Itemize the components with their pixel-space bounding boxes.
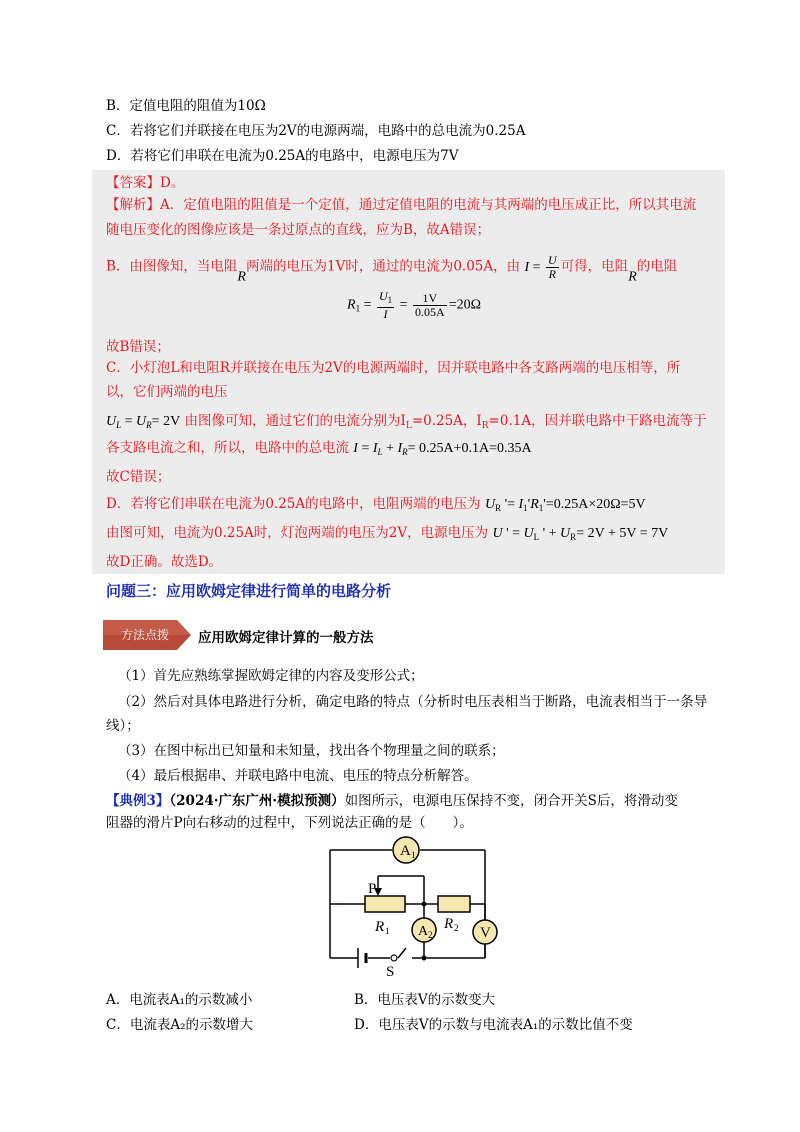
option-a-bottom: A．电流表A₁的示数减小: [106, 992, 253, 1008]
switch-icon: [391, 955, 397, 961]
analysis-c-line-4: 各支路电流之和，所以，电路中的总电流 $I = I_L + I_R= 0.25A+0.1A=0.35A$: [106, 440, 532, 457]
d-conclusion: 故D正确。故选D。: [106, 554, 223, 570]
answer-label: 【答案】D。: [106, 175, 185, 191]
option-b-bottom: B．电压表V的示数变大: [354, 992, 496, 1008]
label-r1-sub: 1: [385, 926, 390, 936]
option-d-bottom: D．电压表V的示数与电流表A₁的示数比值不变: [354, 1017, 633, 1033]
example-source: （2024·广东广州·模拟预测）: [169, 793, 345, 809]
label-r2: R: [444, 916, 454, 932]
step-3: （3）在图中标出已知量和未知量，找出各个物理量之间的联系；: [118, 743, 505, 759]
label-s: S: [386, 964, 395, 978]
c-conclusion: 故C错误；: [106, 469, 171, 485]
step-4: （4）最后根据串、并联电路中电流、电压的特点分析解答。: [118, 768, 478, 784]
label-v: V: [480, 925, 491, 941]
resistor-r1: [365, 896, 405, 912]
example-line-1: [106, 792, 678, 810]
analysis-line-1: 【解析】A．定值电阻的阻值是一个定值，通过定值电阻的电流与其两端的电压成正比，所以其电流: [106, 197, 697, 213]
option-c-top: C．若将它们并联接在电压为2V的电源两端，电路中的总电流为0.25A: [106, 123, 526, 139]
formula-b: $R_1$ = $\frac{U_1}{I}$ = $\frac{1V}{0.05A}$ =20Ω: [347, 289, 482, 321]
analysis-c-line-2: 以，它们两端的电压: [106, 384, 228, 400]
step-2-cont: 线）；: [106, 718, 140, 734]
label-a2-sub: 2: [428, 930, 433, 940]
example-line-2: 阻器的滑片P向右移动的过程中，下列说法正确的是（ ）。: [106, 815, 473, 831]
step-1: （1）首先应熟练掌握欧姆定律的内容及变形公式；: [118, 668, 424, 684]
example-text-1: 如图所示，电源电压保持不变，闭合开关S后，将滑动变: [344, 793, 678, 809]
analysis-c-line-1: C．小灯泡L和电阻R并联接在电压为2V的电源两端时，因并联电路中各支路两端的电压相等，所: [106, 360, 681, 376]
step-2: （2）然后对具体电路进行分析，确定电路的特点（分析时电压表相当于断路，电流表相当于一条导: [118, 694, 708, 710]
circuit-diagram: [320, 836, 500, 978]
option-c-bottom: C．电流表A₂的示数增大: [106, 1017, 253, 1033]
option-d-top: D．若将它们串联在电流为0.25A的电路中，电源电压为7V: [106, 148, 459, 164]
label-a1-sub: 1: [411, 850, 416, 860]
analysis-d-line-2: 由图可知，电流为0.25A时，灯泡两端的电压为2V，电源电压为 U ' = $U_L$ ' + $U_R= 2V + 5V = 7V$: [106, 525, 669, 542]
option-b-top: B．定值电阻的阻值为10Ω: [106, 98, 266, 114]
label-r2-sub: 2: [454, 923, 459, 933]
method-tag-text: 方法点拨: [120, 628, 169, 642]
label-p: P: [368, 881, 377, 897]
analysis-d-line-1: D．若将它们串联在电流为0.25A的电路中，电阻两端的电压为 $U_R$ '= $I_1'R_1'=0.25A\times 20\Omega=5V$: [106, 496, 646, 513]
analysis-line-2: 随电压变化的图像应该是一条过原点的直线，应为B，故A错误；: [106, 222, 491, 238]
section-title: 问题三：应用欧姆定律进行简单的电路分析: [106, 582, 392, 600]
label-a2: A: [418, 924, 429, 939]
resistor-r2: [438, 896, 470, 912]
method-title: 应用欧姆定律计算的一般方法: [198, 630, 374, 646]
analysis-c-line-3: $U_L = U_R= 2V$ 由图像可知，通过它们的电流分别为$I_L=0.25A$，$I_R=0.1A$，因并联电路中干路电流等于: [106, 413, 707, 431]
label-a1: A: [400, 843, 411, 859]
label-r1: R: [375, 919, 385, 935]
b-conclusion: 故B错误；: [106, 339, 170, 355]
example-tag: 【典例3】: [106, 793, 170, 809]
analysis-b-line: B．由图像知，当电阻R两端的电压为1V时，通过的电流为0.05A，由 I = $\frac{U}{R}$ 可得，电阻R的电阻: [106, 253, 678, 285]
